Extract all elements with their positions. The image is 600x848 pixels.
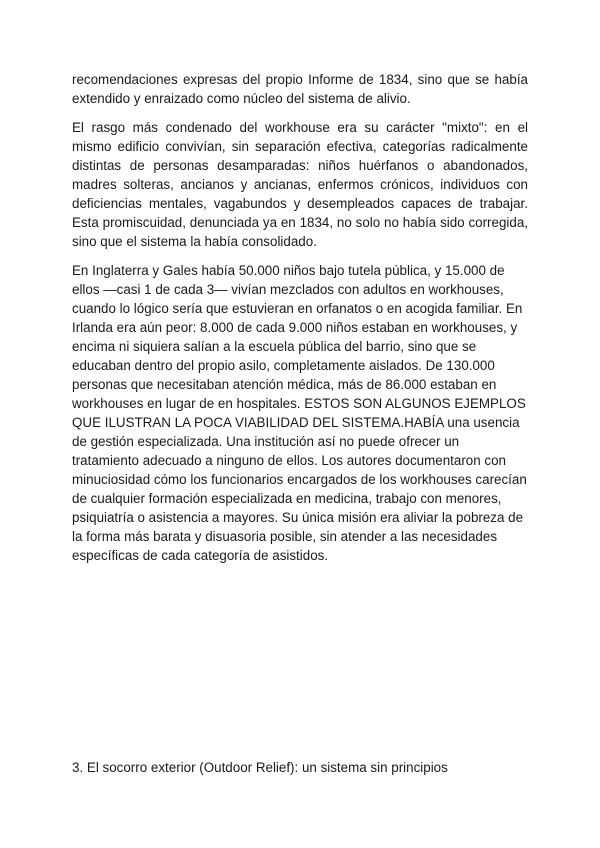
section-heading: 3. El socorro exterior (Outdoor Relief): un sistema sin principios <box>72 760 448 775</box>
document-page <box>72 70 528 575</box>
paragraph-2: El rasgo más condenado del workhouse era su carácter "mixto": en el mismo edificio convivían, sin separación efectiva, categorías radicalmente distintas de personas desamparadas: niños huérfanos o abandonados, madres solteras, ancianos y ancianas, enfermos crónicos, individuos con deficiencias mentales, vagabundos y desempleados capaces de trabajar. Esta promiscuidad, denunciada ya en 1834, no solo no había sido corregida, sino que el sistema la había consolidado. <box>72 120 528 249</box>
paragraph-3: En Inglaterra y Gales había 50.000 niños bajo tutela pública, y 15.000 de ellos —casi 1 de cada 3— vivían mezclados con adultos en workhouses, cuando lo lógico sería que estuvieran en orfanatos o en acogida familiar. En Irlanda era aún peor: 8.000 de cada 9.000 niños estaban en workhouses, y encima ni siquiera salían a la escuela pública del barrio, sino que se educaban dentro del propio asilo, completamente aislados. De 130.000 personas que necesitaban atención médica, más de 86.000 estaban en workhouses en lugar de en hospitales. ESTOS SON ALGUNOS EJEMPLOS QUE ILUSTRAN LA POCA VIABILIDAD DEL SISTEMA.HABÍA una usencia de gestión especializada. Una institución así no puede ofrecer un tratamiento adecuado a ninguno de ellos. Los autores documentaron con minuciosidad cómo los funcionarios encargados de los workhouses carecían de cualquier formación especializada en medicina, trabajo con menores, psiquiatría o asistencia a mayores. Su única misión era aliviar la pobreza de la forma más barata y disuasoria posible, sin atender a las necesidades específicas de cada categoría de asistidos. <box>72 263 527 563</box>
paragraph-1: recomendaciones expresas del propio Informe de 1834, sino que se había extendido y enraizado como núcleo del sistema de alivio. <box>72 72 528 106</box>
